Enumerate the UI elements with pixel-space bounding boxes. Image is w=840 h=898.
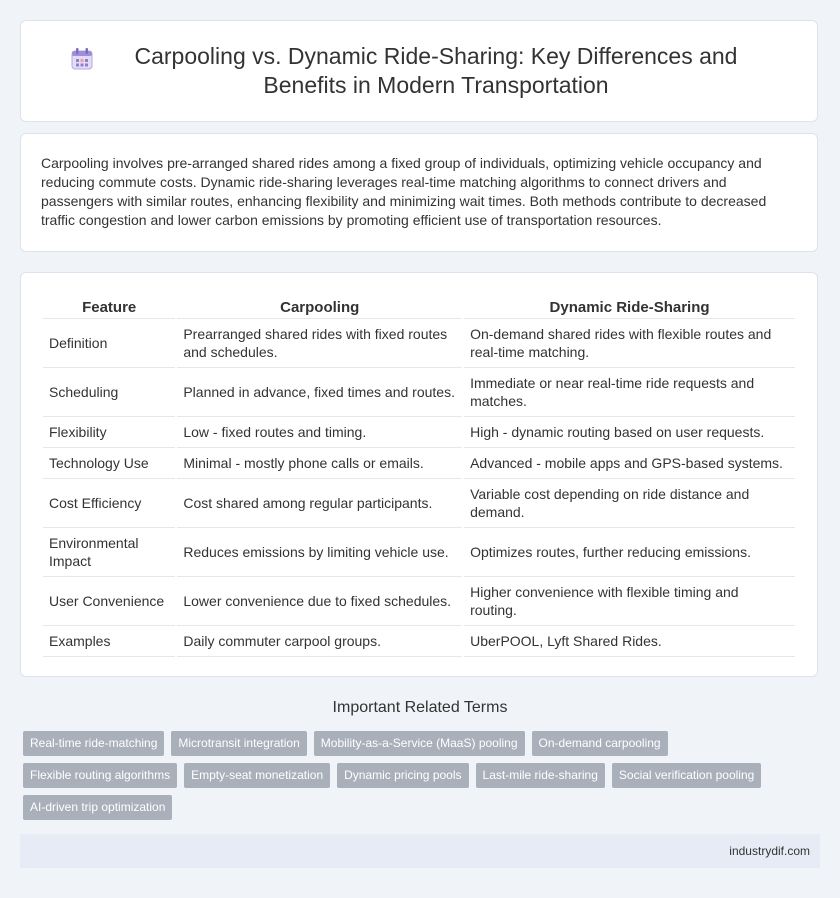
carpooling-cell: Minimal - mostly phone calls or emails. [177,448,462,479]
dynamic-cell: Optimizes routes, further reducing emissions. [464,528,795,577]
dynamic-cell: Immediate or near real-time ride requests and matches. [464,368,795,417]
feature-cell: Environmental Impact [43,528,175,577]
footer [20,834,820,868]
carpooling-cell: Planned in advance, fixed times and routes. [177,368,462,417]
header-carpooling: Carpooling [177,295,462,319]
tag-row [23,731,803,756]
comparison-card [20,272,818,677]
tag-social-verification-pooling[interactable]: Social verification pooling [612,763,761,788]
dynamic-cell: Variable cost depending on ride distance and demand. [464,479,795,528]
tag-row [23,763,803,788]
feature-cell: User Convenience [43,577,175,626]
tag-real-time-ride-matching[interactable]: Real-time ride-matching [23,731,164,756]
carpooling-cell: Lower convenience due to fixed schedules. [177,577,462,626]
comparison-table [41,295,797,657]
carpooling-cell: Cost shared among regular participants. [177,479,462,528]
header-feature: Feature [43,295,175,319]
dynamic-cell: UberPOOL, Lyft Shared Rides. [464,626,795,657]
tag-ai-driven-trip-optimization[interactable]: AI-driven trip optimization [23,795,172,820]
footer-site-link[interactable]: industrydif.com [729,844,810,858]
calendar-icon [69,46,95,72]
tag-dynamic-pricing-pools[interactable]: Dynamic pricing pools [337,763,468,788]
table-header-row [43,295,795,319]
table-row [43,319,795,368]
table-row [43,448,795,479]
header-dynamic-ride-sharing: Dynamic Ride-Sharing [464,295,795,319]
feature-cell: Technology Use [43,448,175,479]
feature-cell: Definition [43,319,175,368]
tag-flexible-routing-algorithms[interactable]: Flexible routing algorithms [23,763,177,788]
title-wrap [69,42,769,100]
dynamic-cell: Higher convenience with flexible timing and routing. [464,577,795,626]
table-row [43,528,795,577]
title-card [20,20,818,122]
dynamic-cell: Advanced - mobile apps and GPS-based systems. [464,448,795,479]
tag-microtransit-integration[interactable]: Microtransit integration [171,731,306,756]
tag-empty-seat-monetization[interactable]: Empty-seat monetization [184,763,330,788]
carpooling-cell: Daily commuter carpool groups. [177,626,462,657]
feature-cell: Scheduling [43,368,175,417]
intro-card [20,133,818,252]
tag-last-mile-ride-sharing[interactable]: Last-mile ride-sharing [476,763,605,788]
related-terms-title: Important Related Terms [332,699,508,716]
table-row [43,479,795,528]
dynamic-cell: On-demand shared rides with flexible routes and real-time matching. [464,319,795,368]
table-row [43,626,795,657]
feature-cell: Cost Efficiency [43,479,175,528]
page-title: Carpooling vs. Dynamic Ride-Sharing: Key Differences and Benefits in Modern Transportation [134,43,738,98]
tag-maas-pooling[interactable]: Mobility-as-a-Service (MaaS) pooling [314,731,525,756]
table-row [43,368,795,417]
carpooling-cell: Low - fixed routes and timing. [177,417,462,448]
carpooling-cell: Prearranged shared rides with fixed routes and schedules. [177,319,462,368]
table-row [43,417,795,448]
table-row [43,577,795,626]
feature-cell: Examples [43,626,175,657]
related-terms-tags [23,731,803,827]
feature-cell: Flexibility [43,417,175,448]
tag-row [23,795,803,820]
intro-text: Carpooling involves pre-arranged shared rides among a fixed group of individuals, optimizing vehicle occupancy and reducing commute costs. Dynamic ride-sharing leverages real-time matching algorithms to connect drivers and passengers with similar routes, enhancing flexibility and minimizing wait times. Both methods contribute to decreased traffic congestion and lower carbon emissions by promoting efficient use of transportation resources. [41,155,767,228]
tag-on-demand-carpooling[interactable]: On-demand carpooling [532,731,668,756]
dynamic-cell: High - dynamic routing based on user requests. [464,417,795,448]
carpooling-cell: Reduces emissions by limiting vehicle use. [177,528,462,577]
